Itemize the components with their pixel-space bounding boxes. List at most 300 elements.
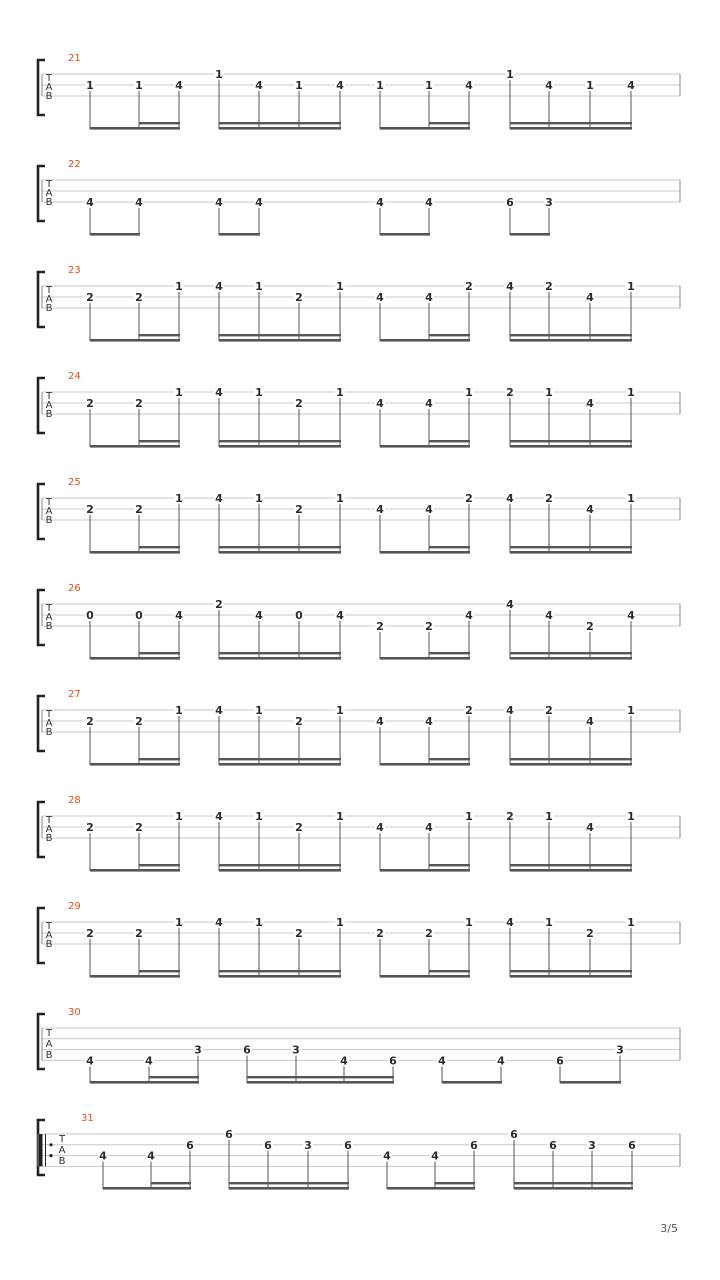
beam-secondary — [429, 546, 470, 548]
fret-number: 2 — [425, 620, 433, 633]
beam-primary — [380, 551, 470, 554]
tab-clef-letter: A — [45, 824, 53, 835]
note-group — [375, 916, 474, 978]
tab-clef-letter: B — [45, 833, 53, 844]
fret-number: 2 — [376, 927, 384, 940]
tab-clef-letter: B — [45, 197, 53, 208]
fret-number: 4 — [506, 704, 514, 717]
staff-system — [38, 53, 680, 130]
fret-number: 1 — [255, 280, 263, 293]
fret-number: 4 — [506, 598, 514, 611]
beam-primary — [219, 657, 341, 660]
beam-secondary — [229, 1182, 349, 1184]
note-group — [214, 386, 345, 448]
beam-secondary — [219, 546, 341, 548]
beam-secondary — [139, 864, 180, 866]
beam-primary — [90, 551, 180, 554]
beam-primary — [219, 763, 341, 766]
beam-primary — [442, 1081, 502, 1084]
fret-number: 4 — [376, 196, 384, 209]
staff-system — [38, 583, 680, 660]
repeat-dot — [49, 1154, 52, 1157]
tab-clef-letter: T — [45, 73, 53, 84]
fret-number: 4 — [255, 609, 263, 622]
beam-secondary — [247, 1076, 394, 1078]
fret-number: 2 — [545, 704, 553, 717]
beam-primary — [219, 975, 341, 978]
beam-secondary — [149, 1076, 199, 1078]
fret-number: 1 — [255, 386, 263, 399]
fret-number: 4 — [465, 79, 473, 92]
beam-secondary — [139, 440, 180, 442]
beam-primary — [219, 445, 341, 448]
fret-number: 2 — [545, 280, 553, 293]
fret-number: 4 — [215, 196, 223, 209]
fret-number: 3 — [304, 1138, 312, 1152]
fret-number: 1 — [175, 386, 183, 399]
staff-system — [38, 795, 680, 872]
note-group — [375, 79, 474, 130]
note-group — [375, 280, 474, 342]
tab-clef-letter: B — [45, 409, 53, 420]
beam-primary — [219, 233, 260, 236]
fret-number: 1 — [627, 810, 635, 823]
fret-number: 4 — [425, 821, 433, 834]
staff-system — [38, 371, 680, 448]
note-group — [375, 492, 474, 554]
beam-primary — [510, 233, 550, 236]
tab-clef-letter: A — [45, 400, 53, 411]
fret-number: 6 — [225, 1128, 233, 1141]
tab-clef-letter: B — [45, 515, 53, 526]
tab-clef-letter: T — [45, 921, 53, 932]
beam-primary — [90, 657, 180, 660]
measure-number: 28 — [68, 795, 81, 806]
beam-primary — [560, 1081, 621, 1084]
tab-clef-letter: A — [45, 718, 53, 729]
fret-number: 1 — [586, 79, 594, 92]
beam-secondary — [139, 122, 180, 124]
beam-primary — [90, 869, 180, 872]
fret-number: 3 — [545, 196, 553, 209]
fret-number: 2 — [135, 821, 143, 834]
beam-primary — [380, 975, 470, 978]
fret-number: 1 — [255, 810, 263, 823]
beam-secondary — [219, 970, 341, 972]
fret-number: 2 — [376, 620, 384, 633]
fret-number: 4 — [336, 609, 344, 622]
beam-primary — [510, 551, 632, 554]
fret-number: 4 — [383, 1149, 391, 1163]
tab-clef-letter: A — [58, 1145, 66, 1156]
fret-number: 1 — [336, 810, 344, 823]
fret-number: 2 — [135, 397, 143, 410]
beam-primary — [90, 339, 180, 342]
beam-secondary — [510, 970, 632, 972]
note-group — [85, 810, 184, 872]
fret-number: 2 — [135, 715, 143, 728]
fret-number: 1 — [465, 386, 473, 399]
fret-number: 3 — [194, 1043, 202, 1057]
beam-secondary — [510, 122, 632, 124]
beam-secondary — [510, 440, 632, 442]
fret-number: 4 — [586, 397, 594, 410]
note-group — [98, 1139, 195, 1190]
fret-number: 4 — [506, 280, 514, 293]
tab-clef-letter: B — [45, 91, 53, 102]
fret-number: 1 — [465, 810, 473, 823]
note-group — [505, 280, 636, 342]
fret-number: 4 — [506, 916, 514, 929]
fret-number: 4 — [175, 79, 183, 92]
fret-number: 2 — [295, 397, 303, 410]
measure-number: 26 — [68, 583, 81, 594]
tab-clef-letter: T — [45, 709, 53, 720]
beam-primary — [510, 127, 632, 130]
tab-clef-letter: A — [45, 82, 53, 93]
beam-secondary — [510, 334, 632, 336]
staff-system — [38, 901, 680, 978]
note-group — [375, 386, 474, 448]
note-group — [85, 704, 184, 766]
beam-primary — [219, 551, 341, 554]
staff-system — [38, 689, 680, 766]
fret-number: 6 — [344, 1138, 352, 1152]
tab-clef-letter: T — [45, 391, 53, 402]
beam-secondary — [151, 1182, 191, 1184]
fret-number: 1 — [135, 79, 143, 92]
beam-secondary — [219, 758, 341, 760]
beam-primary — [103, 1187, 191, 1190]
note-group — [509, 1128, 637, 1190]
beam-secondary — [429, 970, 470, 972]
note-group — [214, 810, 345, 872]
fret-number: 4 — [86, 1054, 94, 1068]
beam-secondary — [139, 652, 180, 654]
fret-number: 0 — [135, 609, 143, 622]
fret-number: 4 — [255, 196, 263, 209]
tab-clef-letter: T — [58, 1134, 66, 1145]
note-group — [214, 916, 345, 978]
note-group — [505, 916, 636, 978]
beam-secondary — [139, 546, 180, 548]
beam-primary — [219, 127, 341, 130]
measure-number: 21 — [68, 53, 81, 64]
fret-number: 4 — [99, 1149, 107, 1163]
measure-number: 31 — [81, 1113, 94, 1124]
fret-number: 2 — [295, 927, 303, 940]
beam-primary — [380, 127, 470, 130]
beam-primary — [510, 657, 632, 660]
tab-clef-letter: A — [45, 612, 53, 623]
beam-primary — [380, 233, 430, 236]
repeat-thick-bar — [39, 1134, 43, 1166]
fret-number: 1 — [506, 68, 514, 81]
fret-number: 4 — [215, 492, 223, 505]
fret-number: 1 — [336, 492, 344, 505]
fret-number: 4 — [497, 1054, 505, 1068]
fret-number: 2 — [295, 503, 303, 516]
fret-number: 4 — [586, 503, 594, 516]
note-group — [505, 386, 636, 448]
beam-primary — [510, 339, 632, 342]
fret-number: 2 — [465, 704, 473, 717]
fret-number: 3 — [588, 1138, 596, 1152]
fret-number: 2 — [465, 492, 473, 505]
note-group — [505, 810, 636, 872]
note-group — [505, 704, 636, 766]
beam-primary — [219, 339, 341, 342]
fret-number: 3 — [292, 1043, 300, 1057]
fret-number: 4 — [215, 704, 223, 717]
fret-number: 4 — [175, 609, 183, 622]
beam-secondary — [429, 652, 470, 654]
fret-number: 1 — [627, 916, 635, 929]
note-group — [505, 598, 636, 660]
fret-number: 1 — [627, 704, 635, 717]
measure-number: 23 — [68, 265, 81, 276]
fret-number: 0 — [86, 609, 94, 622]
tab-clef-letter: A — [45, 1039, 53, 1050]
note-group — [382, 1139, 479, 1190]
beam-primary — [90, 127, 180, 130]
fret-number: 4 — [215, 810, 223, 823]
fret-number: 4 — [438, 1054, 446, 1068]
staff-system — [38, 265, 680, 342]
fret-number: 1 — [255, 492, 263, 505]
beam-primary — [510, 763, 632, 766]
tab-clef-letter: B — [45, 939, 53, 950]
note-group — [85, 916, 184, 978]
fret-number: 4 — [431, 1149, 439, 1163]
beam-primary — [90, 975, 180, 978]
fret-number: 1 — [255, 704, 263, 717]
fret-number: 4 — [376, 397, 384, 410]
tab-clef-letter: T — [45, 603, 53, 614]
fret-number: 2 — [135, 503, 143, 516]
beam-secondary — [429, 334, 470, 336]
fret-number: 1 — [545, 386, 553, 399]
beam-secondary — [139, 334, 180, 336]
fret-number: 2 — [86, 291, 94, 304]
beam-secondary — [429, 122, 470, 124]
fret-number: 4 — [340, 1054, 348, 1068]
fret-number: 3 — [616, 1043, 624, 1057]
fret-number: 4 — [545, 609, 553, 622]
beam-secondary — [219, 652, 341, 654]
beam-primary — [380, 445, 470, 448]
fret-number: 2 — [295, 291, 303, 304]
fret-number: 1 — [627, 386, 635, 399]
fret-number: 4 — [506, 492, 514, 505]
beam-secondary — [139, 758, 180, 760]
fret-number: 1 — [545, 916, 553, 929]
tab-clef-letter: A — [45, 188, 53, 199]
fret-number: 4 — [465, 609, 473, 622]
fret-number: 1 — [336, 280, 344, 293]
fret-number: 4 — [627, 609, 635, 622]
fret-number: 2 — [425, 927, 433, 940]
fret-number: 2 — [586, 620, 594, 633]
fret-number: 2 — [465, 280, 473, 293]
fret-number: 1 — [627, 280, 635, 293]
fret-number: 6 — [186, 1138, 194, 1152]
tab-clef-letter: B — [45, 621, 53, 632]
fret-number: 1 — [336, 916, 344, 929]
fret-number: 2 — [215, 598, 223, 611]
fret-number: 2 — [295, 715, 303, 728]
beam-primary — [387, 1187, 475, 1190]
fret-number: 6 — [470, 1138, 478, 1152]
beam-secondary — [435, 1182, 475, 1184]
note-group — [505, 68, 636, 130]
beam-primary — [510, 445, 632, 448]
fret-number: 1 — [376, 79, 384, 92]
tab-clef-letter: T — [45, 1028, 53, 1039]
fret-number: 4 — [425, 397, 433, 410]
fret-number: 4 — [215, 916, 223, 929]
fret-number: 2 — [295, 821, 303, 834]
tab-clef-letter: B — [58, 1156, 66, 1167]
beam-primary — [219, 869, 341, 872]
fret-number: 2 — [545, 492, 553, 505]
fret-number: 1 — [215, 68, 223, 81]
staff-system — [38, 1113, 680, 1190]
note-group — [505, 492, 636, 554]
tab-clef-letter: B — [45, 303, 53, 314]
beam-secondary — [514, 1182, 633, 1184]
fret-number: 4 — [586, 821, 594, 834]
fret-number: 1 — [175, 704, 183, 717]
tab-clef-letter: T — [45, 285, 53, 296]
beam-secondary — [510, 758, 632, 760]
fret-number: 4 — [336, 79, 344, 92]
fret-number: 1 — [627, 492, 635, 505]
fret-number: 6 — [510, 1128, 518, 1141]
note-group — [375, 609, 474, 660]
beam-primary — [380, 339, 470, 342]
fret-number: 6 — [556, 1054, 564, 1068]
fret-number: 4 — [135, 196, 143, 209]
beam-primary — [514, 1187, 633, 1190]
fret-number: 6 — [243, 1043, 251, 1057]
note-group — [85, 609, 184, 660]
beam-secondary — [429, 440, 470, 442]
beam-primary — [229, 1187, 349, 1190]
fret-number: 2 — [135, 927, 143, 940]
measure-number: 30 — [68, 1007, 81, 1018]
fret-number: 2 — [86, 715, 94, 728]
fret-number: 4 — [545, 79, 553, 92]
fret-number: 4 — [425, 503, 433, 516]
fret-number: 4 — [376, 821, 384, 834]
fret-number: 2 — [86, 821, 94, 834]
fret-number: 1 — [175, 492, 183, 505]
fret-number: 4 — [425, 196, 433, 209]
beam-secondary — [510, 546, 632, 548]
fret-number: 2 — [586, 927, 594, 940]
tab-clef-letter: A — [45, 506, 53, 517]
measure-number: 24 — [68, 371, 81, 382]
tab-clef-letter: T — [45, 497, 53, 508]
note-group — [375, 810, 474, 872]
fret-number: 6 — [264, 1138, 272, 1152]
note-group — [214, 68, 345, 130]
beam-primary — [90, 763, 180, 766]
beam-primary — [380, 657, 470, 660]
note-group — [214, 280, 345, 342]
fret-number: 6 — [506, 196, 514, 209]
fret-number: 2 — [86, 397, 94, 410]
beam-secondary — [219, 122, 341, 124]
beam-primary — [380, 763, 470, 766]
fret-number: 4 — [215, 280, 223, 293]
note-group — [214, 598, 345, 660]
fret-number: 1 — [295, 79, 303, 92]
tab-clef-letter: T — [45, 815, 53, 826]
fret-number: 1 — [545, 810, 553, 823]
note-group — [85, 386, 184, 448]
fret-number: 0 — [295, 609, 303, 622]
tab-clef-letter: B — [45, 1050, 53, 1061]
beam-primary — [247, 1081, 394, 1084]
staff-system — [38, 1007, 680, 1084]
fret-number: 6 — [389, 1054, 397, 1068]
fret-number: 1 — [86, 79, 94, 92]
note-group — [375, 704, 474, 766]
measure-number: 29 — [68, 901, 81, 912]
fret-number: 1 — [425, 79, 433, 92]
fret-number: 4 — [627, 79, 635, 92]
staff-system — [38, 159, 680, 236]
measure-number: 25 — [68, 477, 81, 488]
beam-primary — [90, 445, 180, 448]
fret-number: 1 — [175, 810, 183, 823]
fret-number: 2 — [506, 810, 514, 823]
fret-number: 4 — [255, 79, 263, 92]
beam-secondary — [510, 864, 632, 866]
beam-secondary — [429, 758, 470, 760]
fret-number: 4 — [215, 386, 223, 399]
fret-number: 4 — [86, 196, 94, 209]
fret-number: 1 — [175, 280, 183, 293]
fret-number: 4 — [586, 715, 594, 728]
fret-number: 1 — [175, 916, 183, 929]
beam-secondary — [510, 652, 632, 654]
beam-secondary — [219, 334, 341, 336]
note-group — [85, 492, 184, 554]
fret-number: 4 — [376, 715, 384, 728]
fret-number: 2 — [86, 503, 94, 516]
fret-number: 2 — [506, 386, 514, 399]
note-group — [224, 1128, 353, 1190]
beam-primary — [90, 233, 140, 236]
note-group — [437, 1054, 506, 1083]
fret-number: 4 — [147, 1149, 155, 1163]
beam-primary — [90, 1081, 199, 1084]
fret-number: 6 — [628, 1138, 636, 1152]
fret-number: 4 — [376, 291, 384, 304]
measure-number: 27 — [68, 689, 81, 700]
beam-secondary — [429, 864, 470, 866]
tab-clef-letter: A — [45, 294, 53, 305]
fret-number: 4 — [425, 291, 433, 304]
note-group — [214, 492, 345, 554]
fret-number: 4 — [425, 715, 433, 728]
repeat-dot — [49, 1143, 52, 1146]
beam-secondary — [139, 970, 180, 972]
tab-clef-letter: T — [45, 179, 53, 190]
